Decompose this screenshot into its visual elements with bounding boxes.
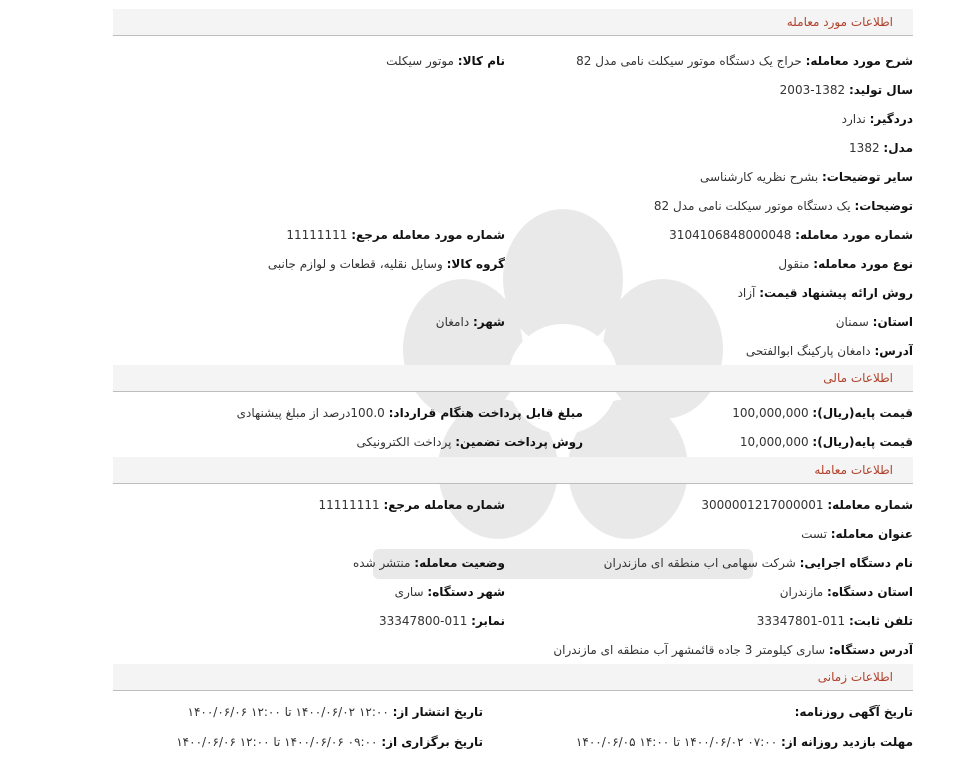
field-label: مدل:	[883, 141, 913, 155]
row-other-notes	[700, 167, 913, 187]
field-label: شماره معامله مرجع:	[383, 498, 505, 512]
field-label: تاریخ برگزاری از:	[381, 735, 483, 749]
section-header-financial	[113, 365, 913, 392]
field-value: 10,000,000	[739, 435, 809, 449]
field-value: دامغان	[435, 315, 470, 329]
field-label: مبلغ قابل پرداخت هنگام قرارداد:	[388, 406, 583, 420]
row-year	[780, 80, 913, 100]
field-label: نوع مورد معامله:	[813, 257, 913, 271]
row-item-name	[386, 51, 505, 71]
row-deposit	[740, 432, 913, 452]
field-value: منقول	[778, 257, 810, 271]
field-value: شرکت سهامی اب منطقه ای مازندران	[603, 556, 796, 570]
field-value: وسایل نقلیه، قطعات و لوازم جانبی	[267, 257, 443, 271]
field-label: تاریخ انتشار از:	[392, 705, 483, 719]
row-phone	[757, 611, 913, 631]
row-payable	[237, 403, 583, 423]
details-panel	[113, 9, 913, 771]
field-label: استان دستگاه:	[827, 585, 913, 599]
field-value: ۰۹:۰۰ ۱۴۰۰/۰۶/۰۶ تا ۱۲:۰۰ ۱۴۰۰/۰۶/۰۶	[176, 735, 378, 749]
row-notes	[654, 196, 913, 216]
row-org-province	[780, 582, 913, 602]
row-exec-org	[604, 553, 913, 573]
field-value: پرداخت الکترونیکی	[356, 435, 452, 449]
field-value: 3104106848000048	[669, 228, 792, 242]
field-value: 1382	[849, 141, 880, 155]
field-label: توضیحات:	[854, 199, 913, 213]
field-value: ساری کیلومتر 3 جاده قائمشهر آب منطقه ای مازندران	[553, 643, 826, 657]
field-value: دامغان پارکینگ ابوالفتحی	[745, 344, 871, 358]
field-value: حراج یک دستگاه موتور سیکلت نامی مدل 82	[576, 54, 802, 68]
field-value: ندارد	[841, 112, 866, 126]
row-guarantee	[357, 432, 583, 452]
field-value: ۰۷:۰۰ ۱۴۰۰/۰۶/۰۲ تا ۱۴:۰۰ ۱۴۰۰/۰۶/۰۵	[575, 735, 778, 749]
row-deal-status	[353, 553, 505, 573]
row-deal-number	[701, 495, 913, 515]
section-title: اطلاعات مورد معامله	[786, 15, 893, 29]
row-city	[436, 312, 505, 332]
row-deal-ref	[319, 495, 505, 515]
row-deal-title	[801, 524, 913, 544]
field-value: مازندران	[779, 585, 824, 599]
field-label: عنوان معامله:	[830, 527, 913, 541]
field-label: وضعیت معامله:	[414, 556, 505, 570]
row-visit-window	[576, 732, 913, 752]
row-fax	[379, 611, 505, 631]
field-label: شهر دستگاه:	[427, 585, 505, 599]
field-label: استان:	[872, 315, 913, 329]
field-value: موتور سیکلت	[386, 54, 454, 68]
row-model	[849, 138, 913, 158]
field-value: 3000001217000001	[701, 498, 824, 512]
field-value: 100.0درصد از مبلغ پیشنهادی	[236, 406, 385, 420]
field-label: شهر:	[473, 315, 505, 329]
row-item-type	[778, 254, 913, 274]
field-label: شماره معامله:	[827, 498, 913, 512]
field-label: نام دستگاه اجرایی:	[799, 556, 913, 570]
row-item-group	[268, 254, 505, 274]
row-publish-date	[188, 702, 483, 722]
section-title: اطلاعات معامله	[814, 463, 893, 477]
row-item-desc	[576, 51, 913, 71]
field-label: سایر توضیحات:	[822, 170, 913, 184]
row-base-price	[732, 403, 913, 423]
field-label: نام کالا:	[457, 54, 505, 68]
field-label: قیمت پایه(ریال):	[812, 406, 913, 420]
field-label: تلفن ثابت:	[848, 614, 913, 628]
field-label: شماره مورد معامله:	[795, 228, 913, 242]
field-label: روش پرداخت تضمین:	[455, 435, 583, 449]
field-value: 1382-2003	[779, 83, 846, 97]
field-value: 011-33347800	[379, 614, 468, 628]
field-value: آزاد	[737, 286, 756, 300]
row-newspaper-date	[795, 702, 913, 722]
field-value: ساری	[394, 585, 424, 599]
section-header-item-info	[113, 9, 913, 36]
field-label: دردگیر:	[869, 112, 913, 126]
field-label: آدرس دستگاه:	[828, 643, 913, 657]
row-org-city	[395, 582, 505, 602]
field-label: قیمت پایه(ریال):	[812, 435, 913, 449]
field-label: نمابر:	[471, 614, 505, 628]
field-label: آدرس:	[874, 344, 913, 358]
row-address	[746, 341, 913, 361]
field-value: 11111111	[318, 498, 380, 512]
section-title: اطلاعات مالی	[823, 371, 893, 385]
section-header-deal	[113, 457, 913, 484]
row-gearbox	[842, 109, 913, 129]
field-value: 100,000,000	[732, 406, 809, 420]
field-label: روش ارائه پیشنهاد قیمت:	[759, 286, 913, 300]
row-province	[836, 312, 913, 332]
section-header-time	[113, 664, 913, 691]
field-value: منتشر شده	[352, 556, 411, 570]
field-value: بشرح نظریه کارشناسی	[700, 170, 819, 184]
row-offer-method	[738, 283, 913, 303]
field-label: شرح مورد معامله:	[805, 54, 913, 68]
field-value: ۱۲:۰۰ ۱۴۰۰/۰۶/۰۲ تا ۱۲:۰۰ ۱۴۰۰/۰۶/۰۶	[187, 705, 389, 719]
field-label: تاریخ آگهی روزنامه:	[794, 705, 913, 719]
row-hold-date	[176, 732, 483, 752]
row-item-ref	[286, 225, 505, 245]
field-value: یک دستگاه موتور سیکلت نامی مدل 82	[653, 199, 851, 213]
row-org-address	[553, 640, 913, 660]
field-value: تست	[801, 527, 827, 541]
field-label: مهلت بازدید روزانه از:	[781, 735, 913, 749]
field-value: 11111111	[286, 228, 348, 242]
field-label: سال تولید:	[848, 83, 913, 97]
field-label: گروه کالا:	[446, 257, 505, 271]
field-value: سمنان	[835, 315, 869, 329]
section-title: اطلاعات زمانی	[817, 670, 893, 684]
row-item-number	[669, 225, 913, 245]
field-label: شماره مورد معامله مرجع:	[351, 228, 505, 242]
field-value: 011-33347801	[756, 614, 846, 628]
